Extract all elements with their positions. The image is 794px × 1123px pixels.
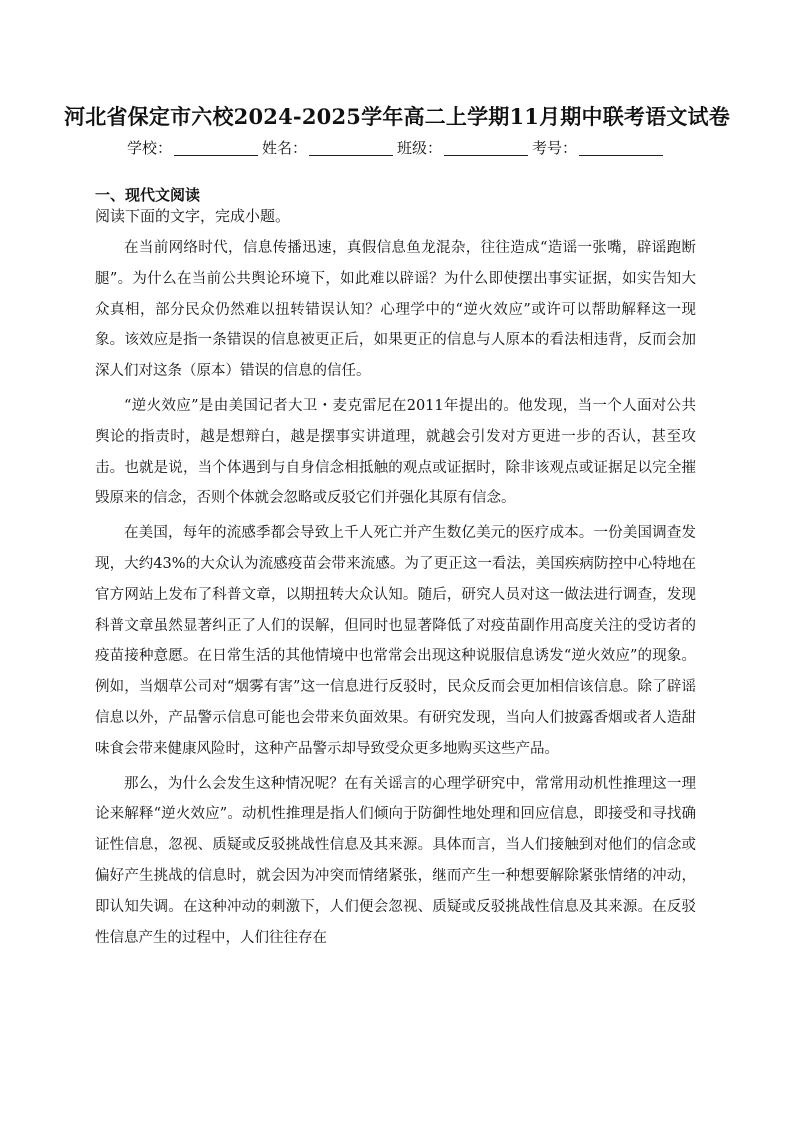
school-field	[127, 137, 262, 158]
reading-passage	[95, 233, 696, 957]
class-label: 班级：	[397, 139, 443, 157]
class-field	[397, 137, 532, 158]
passage-paragraph: “逆火效应”是由美国记者大卫・麦克雷尼在2011年提出的。他发现，当一个人面对公共舆论的指责时，越是想辩白，越是摆事实讲道理，就越会引发对方更进一步的否认，甚至攻击。也就是说，当个体遇到与自身信念相抵触的观点或证据时，除非该观点或证据足以完全摧毁原来的信念，否则个体就会忽略或反驳它们并强化其原有信念。	[95, 397, 696, 507]
exam-number-label: 考号：	[532, 139, 578, 157]
passage-paragraph: 那么，为什么会发生这种情况呢？在有关谣言的心理学研究中，常常用动机性推理这一理论来解释“逆火效应”。动机性推理是指人们倾向于防御性地处理和回应信息，即接受和寻找确证性信息，忽视、质疑或反驳挑战性信息及其来源。具体而言，当人们接触到对他们的信念或偏好产生挑战的信息时，就会因为冲突而情绪紧张，继而产生一种想要解除紧张情绪的冲动，即认知失调。在这种冲动的刺激下，人们便会忽视、质疑或反驳挑战性信息及其来源。在反驳性信息产生的过程中，人们往往存在	[95, 775, 696, 946]
reading-instruction: 阅读下面的文字，完成小题。	[95, 207, 291, 225]
exam-number-blank	[579, 141, 663, 156]
school-blank	[174, 141, 258, 156]
section-heading: 一、现代文阅读	[95, 186, 201, 204]
name-blank	[309, 141, 393, 156]
student-info-row	[0, 137, 794, 158]
school-label: 学校：	[126, 139, 172, 157]
name-label: 姓名：	[261, 139, 307, 157]
page-title: 河北省保定市六校2024-2025学年高二上学期11月期中联考语文试卷	[64, 104, 730, 129]
passage-paragraph: 在美国，每年的流感季都会导致上千人死亡并产生数亿美元的医疗成本。一份美国调查发现，大约43%的大众认为流感疫苗会带来流感。为了更正这一看法，美国疾病防控中心特地在官方网站上发布了科普文章，以期扭转大众认知。随后，研究人员对这一做法进行调查，发现科普文章虽然显著纠正了人们的误解，但同时也显著降低了对疫苗副作用高度关注的受访者的疫苗接种意愿。在日常生活的其他情境中也常常会出现这种说服信息诱发“逆火效应”的现象。例如，当烟草公司对“烟雾有害”这一信息进行反驳时，民众反而会更加相信该信息。除了辟谣信息以外，产品警示信息可能也会带来负面效果。有研究发现，当向人们披露香烟或者人造甜味食会带来健康风险时，这种产品警示却导致受众更多地购买这些产品。	[95, 525, 696, 757]
passage-paragraph: 在当前网络时代，信息传播迅速，真假信息鱼龙混杂，往往造成“造谣一张嘴，辟谣跑断腿”。为什么在当前公共舆论环境下，如此难以辟谣？为什么即使摆出事实证据，如实告知大众真相，部分民众仍然难以扭转错误认知？心理学中的“逆火效应”或许可以帮助解释这一现象。该效应是指一条错误的信息被更正后，如果更正的信息与人原本的看法相违背，反而会加深人们对这条（原本）错误的信息的信任。	[95, 240, 696, 380]
class-blank	[444, 141, 528, 156]
name-field	[262, 137, 397, 158]
exam-number-field	[532, 137, 667, 158]
